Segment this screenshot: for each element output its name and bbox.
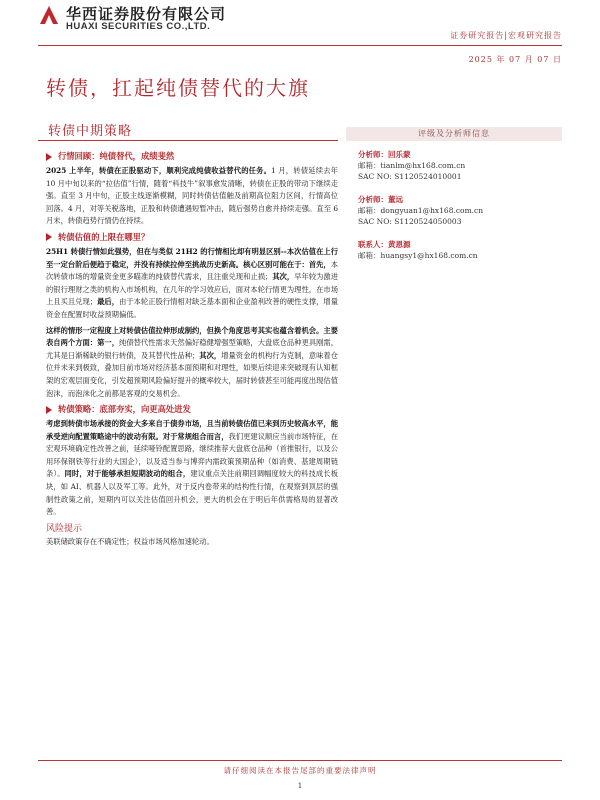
paragraph: 2025 上半年，转债在正股驱动下，顺利完成纯债收益替代的任务。1 月，转债延续去年 10 月中旬以来的“拉估值”行情，随着“科技牛”叙事愈发清晰，转债在正股的带动下继续走强。直至 3 月中旬，正股主线逐渐模糊，同时转债估值触及前期高位阻力区间，行情高位回落。4 月，对等关税落地，正股和转债遭遇短暂冲击，随后强势自愈并持续走强。直至 6 月末，转债趋势行情仍在持续。 xyxy=(46,166,338,226)
contact-entry xyxy=(346,239,562,261)
heading-market-review: 行情回顾：纯债替代，成绩斐然 xyxy=(46,150,338,163)
brand-name-en: HUAXI SECURITIES CO.,LTD. xyxy=(66,21,211,32)
paragraph: 25H1 转债行情如此强势，但在与类似 21H2 的行情相比却有明显区别--本次估值在上行至一定台阶后便趋于稳定，并没有持续拉伸至挑战历史新高。核心区别可能在于：首先，本次转债市场的增量资金更多瞄准的纯债替代需求，且注重兑现和止损；其次，早年较为激进的银行理财之类的机构入市场机构，在几年的学习效应后，面对本轮行情更为理性，在市场上且买且兑现；最后，由于本轮正股行情相对缺乏基本面和企业盈利改善的硬性支撑，增量资金在配置时收益预期偏低。 xyxy=(46,246,339,319)
report-date: 2025 年 07 月 07 日 xyxy=(468,55,562,64)
analyst-entry xyxy=(346,149,562,182)
analyst-name: 分析师：回乐蒙 xyxy=(358,150,411,159)
heading-valuation-limit: 转债估值的上限在哪里？ xyxy=(46,231,338,244)
section-title: 转债中期策略 xyxy=(48,124,133,139)
heading-strategy: 转债策略：底部夯实，向更高处进发 xyxy=(46,403,338,416)
triangle-bullet-icon xyxy=(46,233,52,241)
triangle-bullet-icon xyxy=(46,153,52,161)
huaxi-logo-icon xyxy=(38,4,60,26)
contact-name: 联系人：黄恩源 xyxy=(358,240,411,249)
analyst-email[interactable]: 邮箱：tianlm@hx168.com.cn xyxy=(358,161,466,170)
risk-text: 美联储政策存在不确定性；权益市场风格加速轮动。 xyxy=(46,536,214,546)
document-type: 证券研究报告|宏观研究报告 xyxy=(450,31,562,40)
header-divider xyxy=(38,45,562,46)
contact-email[interactable]: 邮箱：huangsy1@hx168.com.cn xyxy=(358,251,478,260)
report-body xyxy=(46,150,338,551)
analyst-sac: SAC NO: S1120524050003 xyxy=(358,217,462,226)
report-title: 转债，扛起纯债替代的大旗 xyxy=(46,76,310,100)
analyst-entry xyxy=(346,194,562,227)
sidebar-heading: 评级及分析师信息 xyxy=(346,127,562,141)
analyst-sac: SAC NO: S1120524010001 xyxy=(358,172,462,181)
analyst-sidebar xyxy=(346,127,562,261)
legal-notice: 请仔细阅读在本报告尾部的重要法律声明 xyxy=(223,766,377,775)
analyst-email[interactable]: 邮箱：dongyuan1@hx168.com.cn xyxy=(358,206,484,215)
risk-heading: 风险提示 xyxy=(46,523,83,534)
footer-divider xyxy=(38,760,562,761)
page-number: 1 xyxy=(297,782,303,790)
analyst-name: 分析师：董远 xyxy=(358,195,403,204)
paragraph: 这样的情形一定程度上对转债估值拉伸形成制约，但换个角度思考其实也蕴含着机会。主要表自两个方面：第一，纯债替代性需求天然偏好稳健增强型策略，大盘底仓品种更具刚需，尤其是日渐稀缺的银行转债，及其替代性品种；其次，增量资金的机构行为克制，意味着仓位并未来到极致，叠加目前市场对经济基本面预期和对理性，如果后续迎来突破现有认知框架的宏观层面变化，引发超预期风险偏好提升的概率较大，届时转债甚至可能再度出现估值泡沫，而泡沫化之前都是客观的交易机会。 xyxy=(46,325,339,398)
section-divider xyxy=(38,140,338,141)
brand-name-cn: 华西证券股份有限公司 xyxy=(66,5,227,23)
triangle-bullet-icon xyxy=(46,406,52,414)
paragraph: 考虑到转债市场承接的资金大多来自于债券市场，且当前转债估值已来到历史较高水平，能承受逆向配置策略途中的波动有限。对于常规组合而言，我们更建议顺应当前市场特征，在宏观环境确定性改善之前，延续哑铃配置思路，继续推荐大盘底仓品种（首推银行，以及公用环保钢铁等行业的大国企），以及适当参与博弈内需政策预期品种（如消费、基建周期链条）。同时，对于能够承担短期波动的组合，建议重点关注前期回调幅度较大的科技成长板块，如 AI、机器人以及军工等。此外，对于反内卷带来的结构性行情，在观察到顶层的强制性政策之前，短期内可以关注估值回升机会，更大的机会在于明后年供需格局的显著改善。 xyxy=(46,419,339,517)
